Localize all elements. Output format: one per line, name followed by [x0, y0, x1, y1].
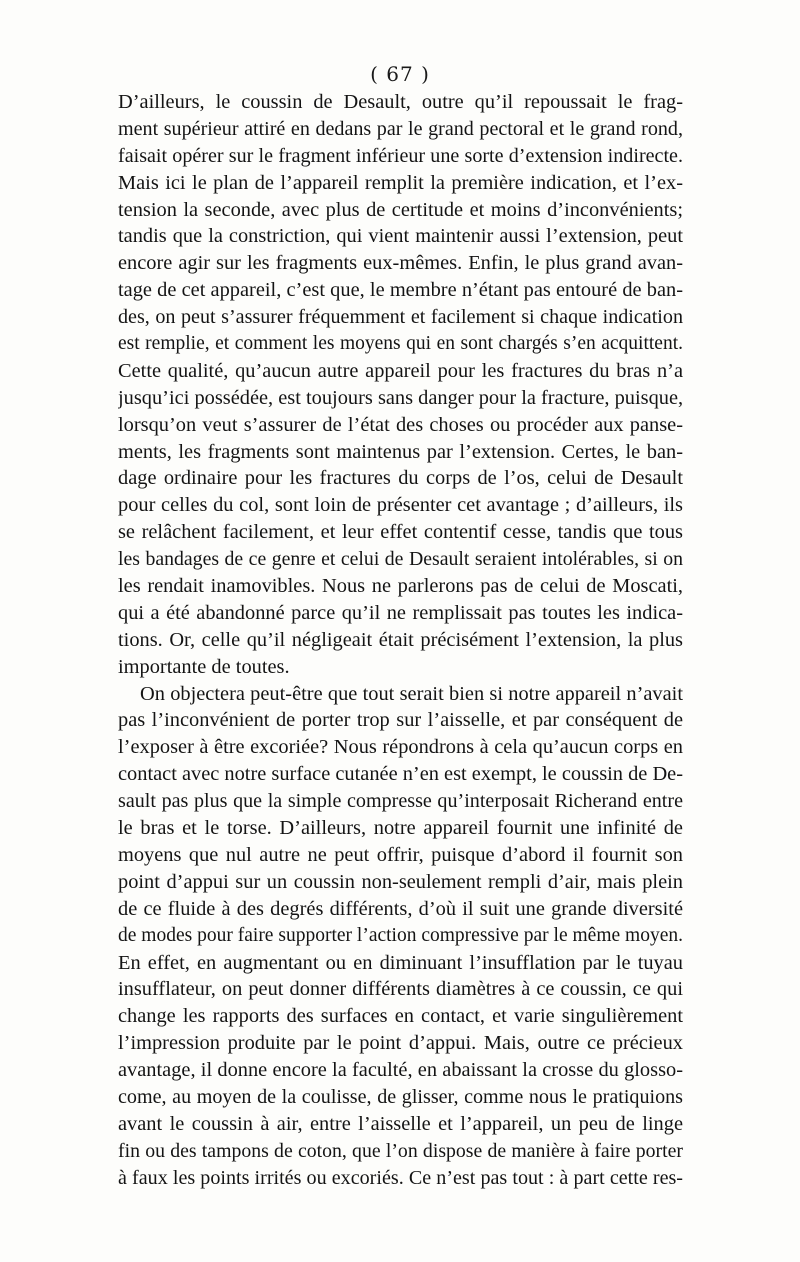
text-line: jusqu’ici possédée, est toujours sans danger pour la fracture, puisque,	[118, 386, 683, 409]
text-line: à faux les points irrités ou excoriés. Ce n’est pas tout : à part cette res-	[118, 1166, 683, 1189]
paragraph	[118, 681, 683, 1192]
text-line: tions. Or, celle qu’il négligeait était précisément l’extension, la plus	[118, 628, 683, 651]
text-line: Mais ici le plan de l’appareil remplit la première indication, et l’ex-	[118, 171, 683, 194]
text-line: est remplie, et comment les moyens qui en sont chargés s’en acquittent.	[118, 333, 683, 355]
text-line: En effet, en augmentant ou en diminuant l’insufflation par le tuyau	[118, 951, 683, 974]
text-line: dage ordinaire pour les fractures du corps de l’os, celui de Desault	[118, 467, 683, 490]
text-line: tage de cet appareil, c’est que, le membre n’étant pas entouré de ban-	[118, 279, 683, 302]
text-line: insufflateur, on peut donner différents diamètres à ce coussin, ce qui	[118, 978, 683, 1001]
text-line: D’ailleurs, le coussin de Desault, outre qu’il repoussait le frag-	[118, 91, 683, 113]
text-line: l’impression produite par le point d’appui. Mais, outre ce précieux	[118, 1032, 683, 1055]
text-line: ments, les fragments sont maintenus par l’extension. Certes, le ban-	[118, 440, 683, 463]
text-line: qui a été abandonné parce qu’il ne remplissait pas toutes les indica-	[118, 601, 683, 624]
text-line: de ce fluide à des degrés différents, d’où il suit une grande diversité	[118, 897, 683, 920]
text-line: pour celles du col, sont loin de présenter cet avantage ; d’ailleurs, ils	[118, 494, 683, 517]
text-line: sault pas plus que la simple compresse qu’interposait Richerand entre	[118, 790, 683, 813]
text-line: contact avec notre surface cutanée n’en est exempt, le coussin de De-	[118, 763, 683, 786]
text-line: On objectera peut-être que tout serait bien si notre appareil n’avait	[140, 682, 683, 705]
text-line: avantage, il donne encore la faculté, en abaissant la crosse du glosso-	[118, 1059, 683, 1082]
text-line: come, au moyen de la coulisse, de glisser, comme nous le pratiquions	[118, 1085, 683, 1108]
text-line: le bras et le torse. D’ailleurs, notre appareil fournit une infinité de	[118, 817, 683, 840]
text-line: lorsqu’on veut s’assurer de l’état des choses ou procéder aux panse-	[118, 413, 683, 436]
text-line: point d’appui sur un coussin non-seulement rempli d’air, mais plein	[118, 870, 683, 893]
text-line: les rendait inamovibles. Nous ne parlerons pas de celui de Moscati,	[118, 575, 683, 598]
text-line: se relâchent facilement, et leur effet contentif cesse, tandis que tous	[118, 521, 683, 544]
text-line: ment supérieur attiré en dedans par le grand pectoral et le grand rond,	[118, 117, 683, 140]
text-line: de modes pour faire supporter l’action compressive par le même moyen.	[118, 924, 683, 946]
text-line: faisait opérer sur le fragment inférieur une sorte d’extension indirecte.	[118, 144, 683, 167]
text-line: avant le coussin à air, entre l’aisselle et l’appareil, un peu de linge	[118, 1112, 683, 1135]
text-line: change les rapports des surfaces en contact, et varie singulièrement	[118, 1005, 683, 1028]
body-text	[118, 89, 683, 1192]
paragraph	[118, 89, 683, 681]
text-line: fin ou des tampons de coton, que l’on dispose de manière à faire porter	[118, 1139, 683, 1162]
text-line: tension la seconde, avec plus de certitude et moins d’inconvénients;	[118, 198, 683, 221]
text-line: des, on peut s’assurer fréquemment et facilement si chaque indication	[118, 306, 683, 329]
text-line: l’exposer à être excoriée? Nous répondrons à cela qu’aucun corps en	[118, 736, 683, 759]
text-line: les bandages de ce genre et celui de Desault seraient intolérables, si on	[118, 548, 683, 571]
text-line: Cette qualité, qu’aucun autre appareil pour les fractures du bras n’a	[118, 359, 683, 382]
text-line: pas l’inconvénient de porter trop sur l’aisselle, et par conséquent de	[118, 709, 683, 732]
text-line: importante de toutes.	[118, 655, 290, 678]
page-number: ( 67 )	[370, 62, 430, 86]
text-line: encore agir sur les fragments eux-mêmes. Enfin, le plus grand avan-	[118, 252, 683, 275]
text-line: moyens que nul autre ne peut offrir, puisque d’abord il fournit son	[118, 843, 683, 866]
text-line: tandis que la constriction, qui vient maintenir aussi l’extension, peut	[118, 225, 683, 248]
